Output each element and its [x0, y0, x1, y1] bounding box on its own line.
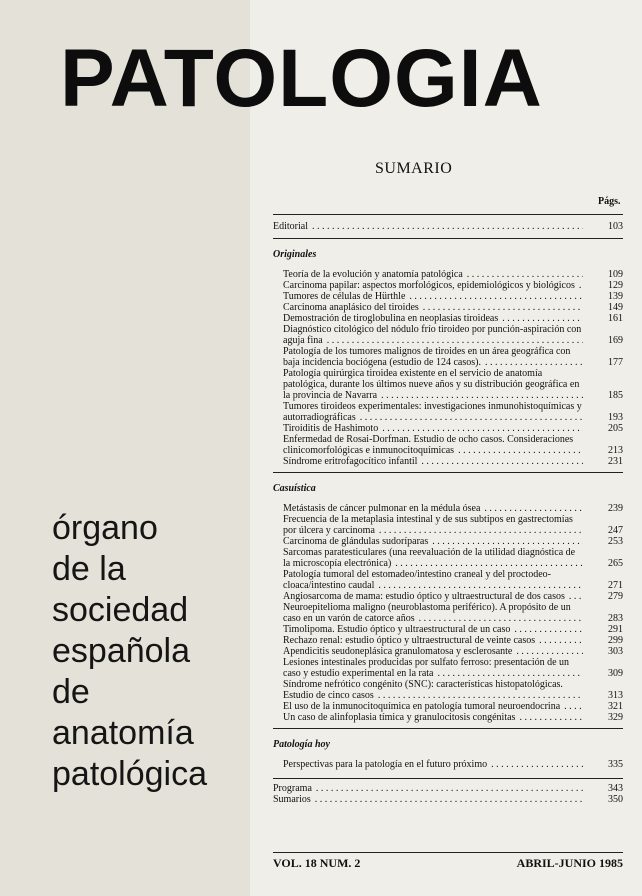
toc-entry-page: 103	[583, 221, 623, 232]
toc-entry[interactable]	[273, 456, 623, 467]
subtitle-line: española	[52, 632, 191, 670]
toc-entry-editorial[interactable]	[273, 221, 623, 232]
toc-entry-page: 283	[583, 613, 623, 624]
toc-entry-title: Teoría de la evolución y anatomía patológica	[283, 269, 463, 280]
toc-entry-page: 329	[583, 712, 623, 723]
toc-entry[interactable]	[273, 679, 623, 701]
divider	[273, 214, 623, 215]
toc-entry-page: 265	[583, 558, 623, 569]
toc-entry[interactable]	[273, 591, 623, 602]
toc-entry-page: 309	[583, 668, 623, 679]
toc-entry-title: Perspectivas para la patología en el futuro próximo	[283, 759, 488, 770]
issue-date: ABRIL-JUNIO 1985	[516, 856, 623, 870]
toc-entry-title: Tumores tiroideos experimentales: investigaciones inmunohistoquímicas y autorradiográficas	[283, 401, 582, 423]
volume-number: VOL. 18 NUM. 2	[273, 856, 361, 870]
toc-entry-page: 109	[583, 269, 623, 280]
toc-entry-page: 185	[583, 390, 623, 401]
toc-entry-page: 321	[583, 701, 623, 712]
toc-entry-page: 161	[583, 313, 623, 324]
toc-entry-title: Metástasis de cáncer pulmonar en la médula ósea	[283, 503, 481, 514]
toc-entry-title: El uso de la inmunocitoquímica en patología tumoral neuroendocrina	[283, 701, 561, 712]
toc-entry-page: 239	[583, 503, 623, 514]
toc-entry[interactable]	[273, 434, 623, 456]
toc-entry-title: Apendicitis seudoneplásica granulomatosa y esclerosante	[283, 646, 513, 657]
toc-entry-page: 303	[583, 646, 623, 657]
toc-entry-title: Lesiones intestinales producidas por sulfato ferroso: presentación de un caso y estudio experimental en la rata	[283, 657, 570, 679]
patologia-hoy-list	[273, 759, 623, 770]
toc-entry-page: 129	[583, 280, 623, 291]
divider	[273, 778, 623, 779]
toc-entry-title: Timolipoma. Estudio óptico y ultraestructural de un caso	[283, 624, 511, 635]
toc-entry-page: 169	[583, 335, 623, 346]
subtitle-line: de	[52, 673, 90, 711]
toc-entry-title: Frecuencia de la metaplasia intestinal y de sus subtipos en gastrectomías por úlcera y carcinoma	[283, 514, 573, 536]
toc-entry-title: Tumores de células de Hürthle	[283, 291, 406, 302]
toc-entry[interactable]	[273, 401, 623, 423]
toc-entry[interactable]	[273, 324, 623, 346]
toc-entry[interactable]	[273, 624, 623, 635]
toc-entry[interactable]	[273, 302, 623, 313]
toc-entry-page: 335	[583, 759, 623, 770]
subtitle-line: órgano	[52, 509, 158, 547]
toc-entry[interactable]	[273, 291, 623, 302]
divider	[273, 238, 623, 239]
toc-entry-title: Patología quirúrgica tiroidea existente en el servicio de anatomía patológica, durante los últimos nueve años y su distribución geográfica en la provincia de Navarra	[283, 368, 580, 401]
toc-entry[interactable]	[273, 346, 623, 368]
toc-entry-title: Programa	[273, 783, 312, 794]
toc-entry-page: 350	[583, 794, 623, 805]
toc-entry-title: Sarcomas paratesticulares (una reevaluación de la utilidad diagnóstica de la microscopía electrónica)	[283, 547, 576, 569]
toc-entry-title: Síndrome nefrótico congénito (SNC): características histopatológicas. Estudio de cinco casos	[283, 679, 563, 701]
toc-entry-page: 343	[583, 783, 623, 794]
toc-entry[interactable]	[273, 368, 623, 401]
toc-entry-page: 279	[583, 591, 623, 602]
toc-entry[interactable]	[273, 635, 623, 646]
toc-entry-sumarios[interactable]	[273, 794, 623, 805]
toc-entry[interactable]	[273, 602, 623, 624]
divider	[273, 472, 623, 473]
toc-entry-title: Sumarios	[273, 794, 311, 805]
toc-entry-title: Diagnóstico citológico del nódulo frío tiroideo por punción-aspiración con aguja fina	[283, 324, 582, 346]
toc-entry-title: Carcinoma papilar: aspectos morfológicos, epidemiológicos y biológicos	[283, 280, 575, 291]
toc-entry[interactable]	[273, 269, 623, 280]
originales-list	[273, 269, 623, 467]
journal-subtitle	[52, 508, 252, 795]
toc-entry-page: 271	[583, 580, 623, 591]
toc-entry-title: Neuroepitelioma maligno (neuroblastoma periférico). A propósito de un caso en un varón de catorce años	[283, 602, 571, 624]
toc-entry-title: Rechazo renal: estudio óptico y ultraestructural de veinte casos	[283, 635, 536, 646]
toc-entry[interactable]	[273, 423, 623, 434]
toc-entry[interactable]	[273, 657, 623, 679]
toc-entry-page: 291	[583, 624, 623, 635]
journal-title: PATOLOGIA	[60, 33, 543, 124]
subtitle-line: sociedad	[52, 591, 189, 629]
toc-entry-title: Patología de los tumores malignos de tiroides en un área geográfica con baja incidencia bociógena (estudio de 124 casos).	[283, 346, 571, 368]
toc-entry[interactable]	[273, 759, 623, 770]
toc-entry[interactable]	[273, 569, 623, 591]
toc-entry-title: Patología tumoral del estomadeo/intestino craneal y del proctodeo-cloaca/intestino caudal	[283, 569, 551, 591]
toc-entry-title: Un caso de alinfoplasia tímica y granulocitosis congénitas	[283, 712, 516, 723]
toc-entry-page: 139	[583, 291, 623, 302]
pages-label: Págs.	[598, 196, 621, 207]
subtitle-line: anatomía	[52, 714, 194, 752]
toc-entry-page: 205	[583, 423, 623, 434]
toc-entry-title: Demostración de tiroglobulina en neoplasias tiroideas	[283, 313, 499, 324]
toc-entry-page: 177	[583, 357, 623, 368]
toc-entry-page: 299	[583, 635, 623, 646]
toc-entry-page: 213	[583, 445, 623, 456]
divider	[273, 728, 623, 729]
section-heading-originales: Originales	[273, 249, 317, 260]
section-heading-patologia-hoy: Patología hoy	[273, 739, 330, 750]
toc-entry[interactable]	[273, 712, 623, 723]
toc-entry-programa[interactable]	[273, 783, 623, 794]
toc-entry-page: 149	[583, 302, 623, 313]
toc-entry-title: Carcinoma anaplásico del tiroides	[283, 302, 419, 313]
toc-entry[interactable]	[273, 701, 623, 712]
toc-entry-title: Enfermedad de Rosai-Dorfman. Estudio de ocho casos. Consideraciones clinicomorfológicas e inmunocitoquímicas	[283, 434, 574, 456]
casuistica-list	[273, 503, 623, 723]
footer-divider	[273, 852, 623, 853]
toc-entry-title: Angiosarcoma de mama: estudio óptico y ultraestructural de dos casos	[283, 591, 565, 602]
summary-heading: SUMARIO	[375, 160, 453, 177]
table-of-contents	[273, 214, 623, 805]
subtitle-line: patológica	[52, 755, 208, 793]
toc-entry-page: 313	[583, 690, 623, 701]
toc-entry[interactable]	[273, 280, 623, 291]
subtitle-line: de la	[52, 550, 126, 588]
toc-entry-title: Editorial	[273, 221, 308, 232]
toc-entry-page: 247	[583, 525, 623, 536]
toc-entry[interactable]	[273, 503, 623, 514]
section-heading-casuistica: Casuística	[273, 483, 316, 494]
toc-entry[interactable]	[273, 514, 623, 536]
toc-entry-page: 253	[583, 536, 623, 547]
toc-entry-title: Síndrome eritrofagocítico infantil	[283, 456, 418, 467]
toc-entry[interactable]	[273, 536, 623, 547]
footer	[273, 856, 623, 871]
toc-entry-title: Carcinoma de glándulas sudoríparas	[283, 536, 429, 547]
toc-entry-page: 231	[583, 456, 623, 467]
toc-entry[interactable]	[273, 313, 623, 324]
toc-entry[interactable]	[273, 646, 623, 657]
toc-entry[interactable]	[273, 547, 623, 569]
toc-entry-page: 193	[583, 412, 623, 423]
toc-entry-title: Tiroiditis de Hashimoto	[283, 423, 379, 434]
